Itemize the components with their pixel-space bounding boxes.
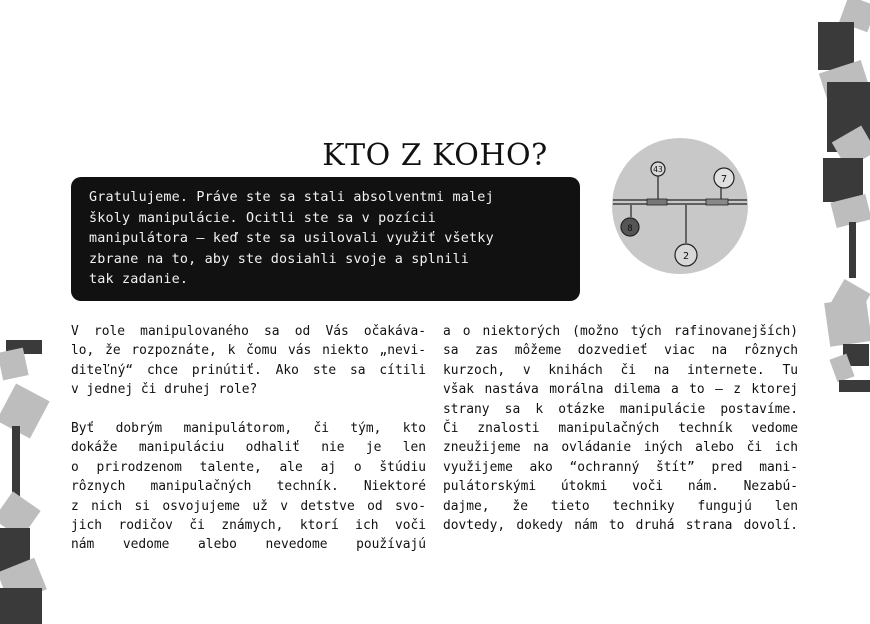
text-line: V role manipulovaného sa od Vás očakáva-: [71, 324, 426, 339]
intro-box: [71, 177, 580, 301]
right-decoration: [815, 0, 870, 400]
intro-line: školy manipulácie. Ocitli ste sa v pozícii: [89, 210, 436, 226]
text-line: však nastáva morálna dilema a to – z ktorej: [443, 382, 798, 398]
left-column: [71, 322, 426, 555]
intro-line: tak zadanie.: [89, 272, 189, 287]
intro-line: manipulátora – keď ste sa usilovali využiť všetky: [89, 231, 494, 246]
left-decoration: [0, 330, 60, 624]
text-line: dokáže manipuláciu odhaliť nie je len: [71, 440, 426, 456]
text-line: jich rodičov či známych, ktorí ich voči: [71, 518, 426, 534]
figure-label-2: 2: [682, 251, 690, 262]
text-line: Byť dobrým manipulátorom, či tým, kto: [71, 421, 426, 437]
text-line: dovtedy, dokedy nám to druhá strana dovolí.: [443, 518, 798, 534]
text-line: z nich si osvojujeme už v detstve od svo-: [71, 498, 426, 514]
text-line: a o niektorých (možno tých rafinovanejších): [443, 324, 798, 339]
intro-line: Gratulujeme. Práve ste sa stali absolventmi malej: [89, 190, 494, 205]
page-title: KTO Z KOHO?: [322, 138, 548, 174]
text-line: strany sa k otázke manipulácie postavíme.: [443, 401, 798, 417]
text-line: kurzoch, v knihách či na internete. Tu: [443, 362, 798, 378]
text-line: využijeme ako “ochranný štít” pred mani-: [443, 459, 798, 475]
hanging-figures-illustration: [611, 137, 749, 275]
text-line: rôznych manipulačných techník. Niektoré: [71, 479, 426, 495]
text-line: Či znalosti manipulačných techník vedome: [443, 421, 798, 437]
intro-line: zbrane na to, aby ste dosiahli svoje a splnili: [89, 251, 470, 267]
text-line: diteľný“ chce prinútiť. Ako ste sa cítili: [71, 362, 426, 378]
text-line: dajme, že tieto techniky fungujú len: [443, 498, 798, 514]
text-line: zneužijeme na ovládanie iných alebo či ich: [443, 440, 798, 456]
text-line: v jednej či druhej role?: [71, 382, 258, 398]
text-line: nám vedome alebo nevedome používajú: [71, 537, 426, 553]
text-line: sa zas môžeme dozvedieť viac na rôznych: [443, 343, 798, 359]
figure-label-43: 43: [653, 165, 663, 174]
text-line: o prirodzenom talente, ale aj o štúdiu: [71, 459, 426, 475]
text-line: lo, že rozpoznáte, k čomu vás niekto „nevi-: [71, 343, 426, 359]
intro-text: [89, 188, 558, 291]
text-line: pulátorskými útokmi voči nám. Nezabú-: [443, 479, 798, 495]
right-column: [443, 322, 798, 535]
figure-label-8: 8: [627, 224, 633, 234]
figure-label-7: 7: [720, 174, 728, 185]
